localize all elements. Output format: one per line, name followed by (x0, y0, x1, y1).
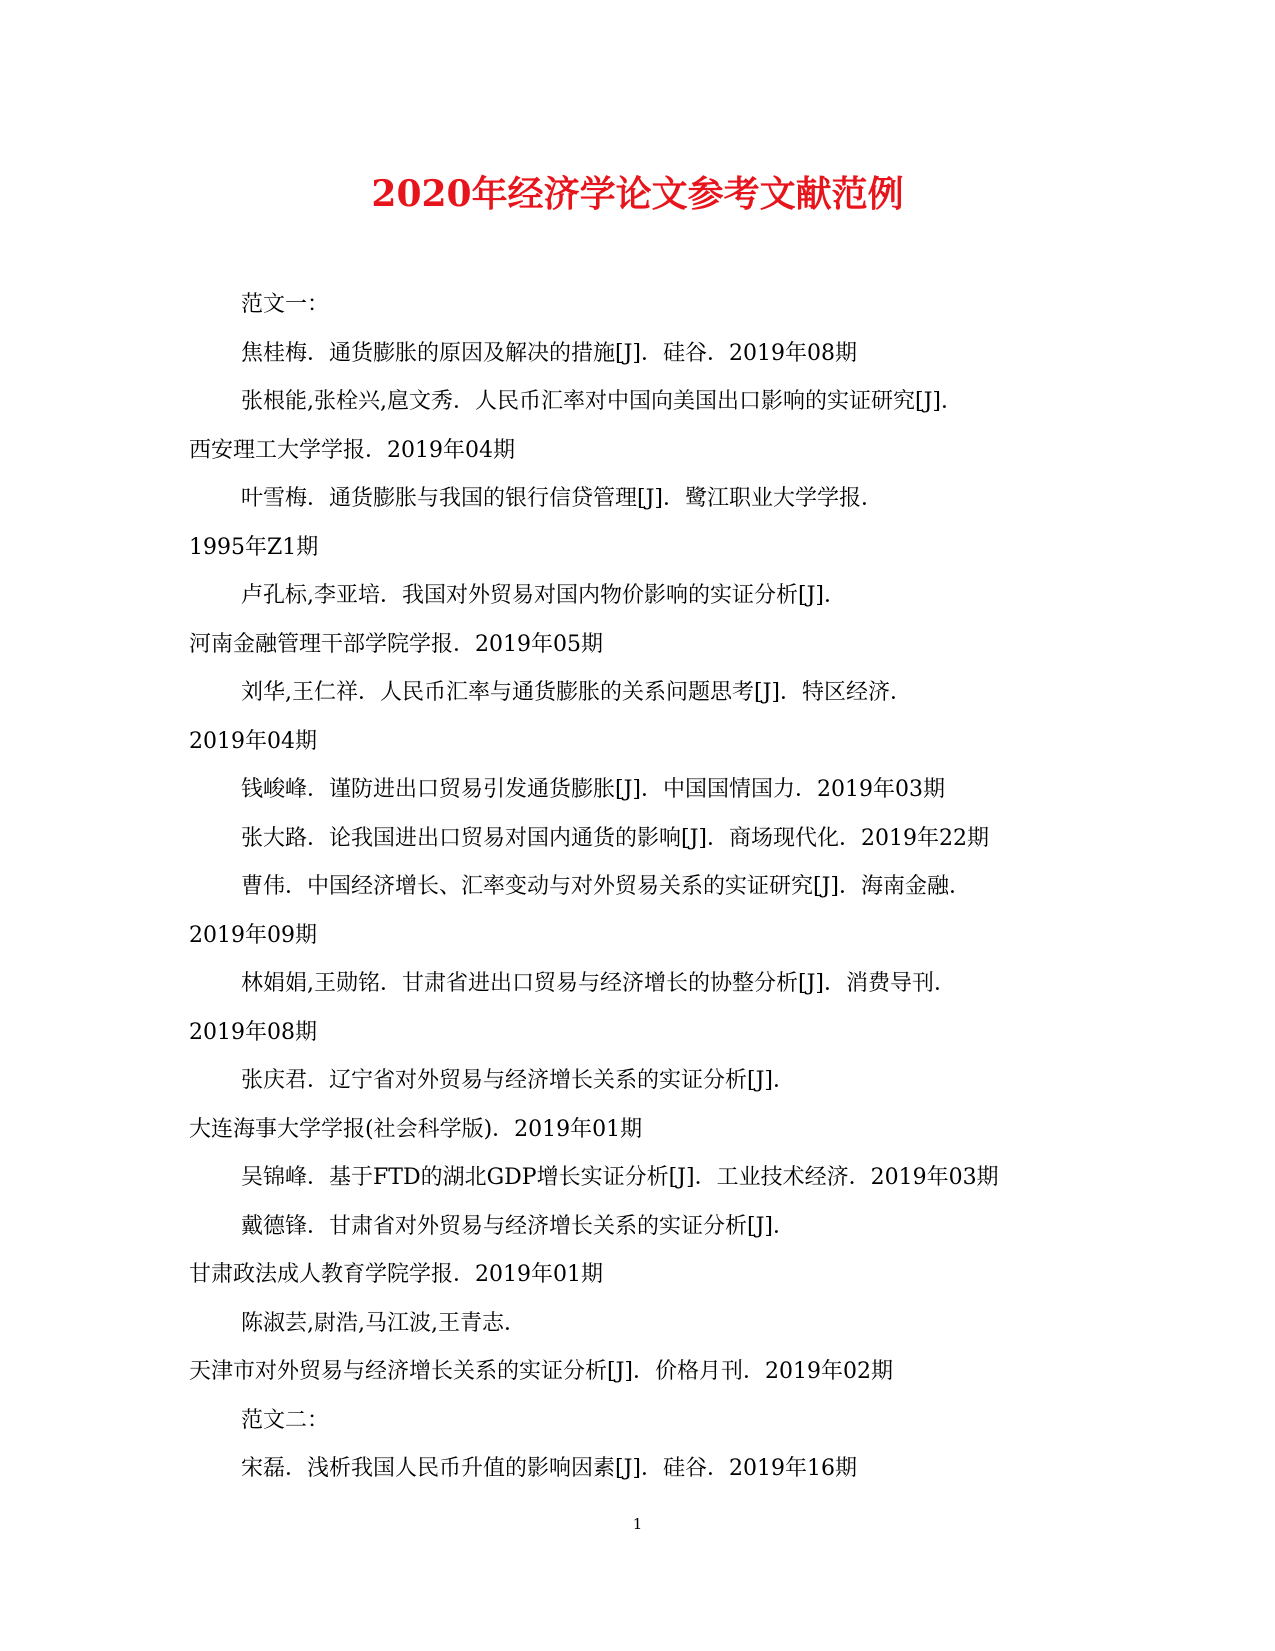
reference-line: 张庆君．辽宁省对外贸易与经济增长关系的实证分析[J]． (241, 1068, 795, 1093)
reference-line: 戴德锋．甘肃省对外贸易与经济增长关系的实证分析[J]． (241, 1213, 795, 1239)
reference-line-continuation: 天津市对外贸易与经济增长关系的实证分析[J]．价格月刊．2019年02期 (189, 1359, 893, 1384)
reference-line: 范文一： (241, 292, 330, 317)
reference-list (189, 281, 1089, 1494)
reference-line: 宋磊．浅析我国人民币升值的影响因素[J]．硅谷．2019年16期 (241, 1456, 857, 1481)
reference-line-continuation: 2019年04期 (189, 728, 317, 754)
reference-line: 吴锦峰．基于FTD的湖北GDP增长实证分析[J]．工业技术经济．2019年03期 (241, 1165, 999, 1190)
reference-line: 张根能,张栓兴,扈文秀．人民币汇率对中国向美国出口影响的实证研究[J]． (241, 389, 963, 414)
reference-line: 刘华,王仁祥．人民币汇率与通货膨胀的关系问题思考[J]．特区经济． (241, 680, 912, 705)
reference-line-continuation: 大连海事大学学报(社会科学版)．2019年01期 (189, 1116, 643, 1142)
reference-line: 范文二： (241, 1407, 330, 1433)
reference-line: 焦桂梅．通货膨胀的原因及解决的措施[J]．硅谷．2019年08期 (241, 340, 857, 366)
reference-line: 林娟娟,王勋铭．甘肃省进出口贸易与经济增长的协整分析[J]．消费导刊． (241, 971, 956, 996)
reference-line: 卢孔标,李亚培．我国对外贸易对国内物价影响的实证分析[J]． (241, 583, 846, 608)
reference-line: 张大路．论我国进出口贸易对国内通货的影响[J]．商场现代化．2019年22期 (241, 825, 989, 851)
reference-line-continuation: 1995年Z1期 (189, 534, 319, 560)
page-number: 1 (632, 1515, 643, 1533)
reference-line-continuation: 西安理工大学学报．2019年04期 (189, 437, 515, 463)
document-title: 2020年经济学论文参考文献范例 (371, 173, 904, 215)
reference-line: 曹伟．中国经济增长、汇率变动与对外贸易关系的实证研究[J]．海南金融． (241, 874, 971, 899)
reference-line-continuation: 甘肃政法成人教育学院学报．2019年01期 (189, 1262, 603, 1287)
reference-line-continuation: 2019年08期 (189, 1019, 317, 1045)
reference-line-continuation: 2019年09期 (189, 922, 317, 948)
reference-line: 陈淑芸,尉浩,马江波,王青志． (241, 1310, 526, 1336)
reference-line: 钱峻峰．谨防进出口贸易引发通货膨胀[J]．中国国情国力．2019年03期 (241, 777, 945, 802)
reference-line: 叶雪梅．通货膨胀与我国的银行信贷管理[J]．鹭江职业大学学报． (241, 486, 883, 511)
reference-line-continuation: 河南金融管理干部学院学报．2019年05期 (189, 631, 603, 657)
